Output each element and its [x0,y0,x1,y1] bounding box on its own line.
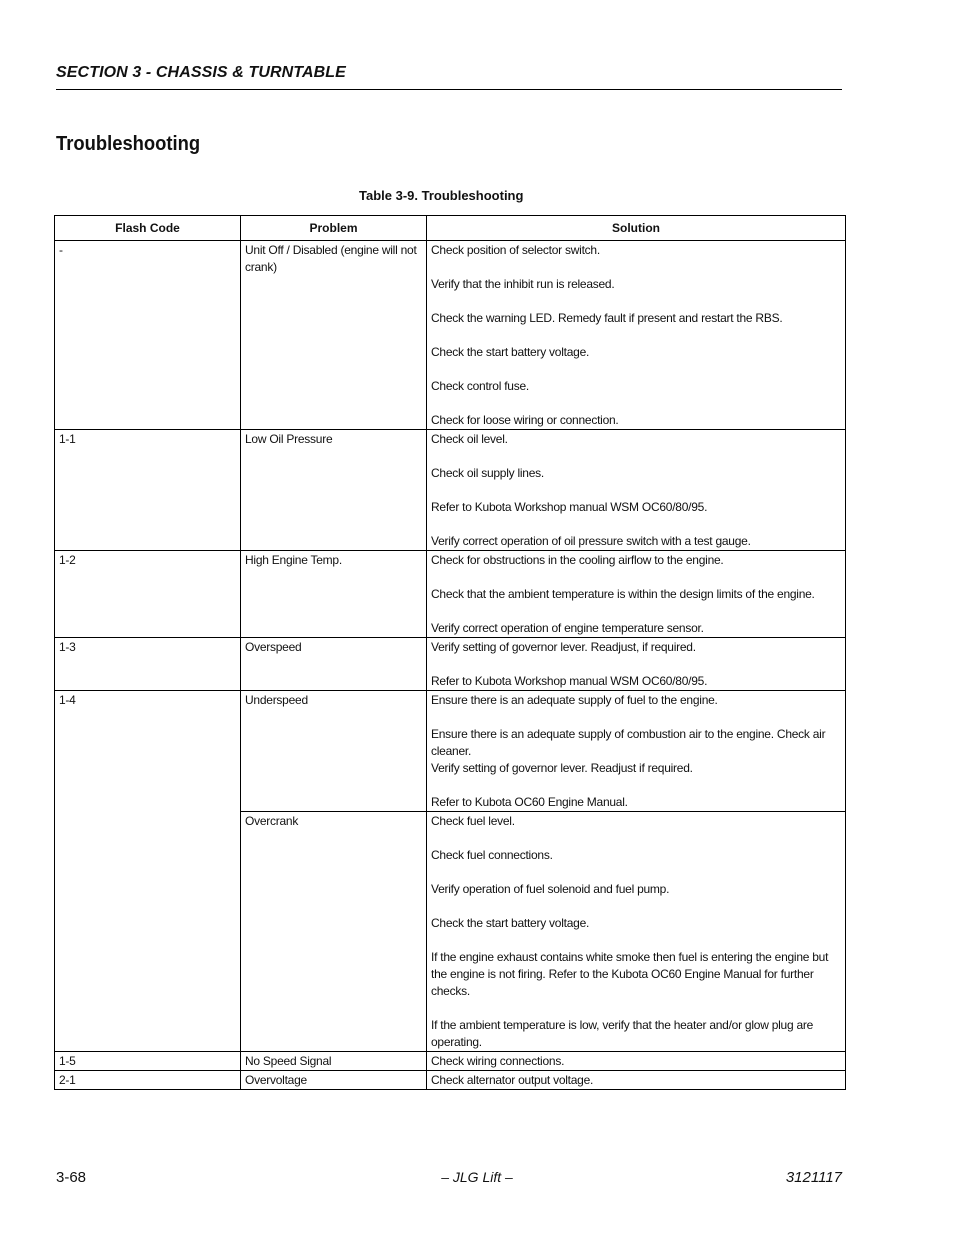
table-row [55,551,846,638]
flash-code-cell [55,691,241,1052]
problem-text: No Speed Signal [245,1054,332,1068]
problem-text: Overspeed [245,640,302,654]
solution-line: Verify correct operation of oil pressure switch with a test gauge. [431,534,751,548]
flash-code: 1-5 [59,1054,76,1068]
solution-line: Verify correct operation of engine temperature sensor. [431,621,704,635]
solution-line: Verify that the inhibit run is released. [431,277,615,291]
solution-line: Verify setting of governor lever. Readjust, if required. [431,640,696,654]
problem-cell [241,430,427,551]
solution-line: Check that the ambient temperature is within the design limits of the engine. [431,587,815,601]
solution-line: Check alternator output voltage. [431,1073,594,1087]
solution-cell [427,691,846,812]
table-row [55,691,846,812]
solution-cell [427,430,846,551]
solution-cell [427,1052,846,1071]
flash-code: 1-2 [59,553,76,567]
page-number: 3-68 [56,1169,87,1186]
flash-code-cell [55,551,241,638]
table-header-row [55,216,846,241]
solution-line: Check for loose wiring or connection. [431,413,619,427]
solution-cell [427,1071,846,1090]
footer-brand: – JLG Lift – [441,1169,513,1185]
solution-line: Check position of selector switch. [431,243,600,257]
section-header: SECTION 3 - CHASSIS & TURNTABLE [56,64,346,81]
problem-cell [241,1052,427,1071]
table-caption: Table 3-9. Troubleshooting [359,188,524,203]
problem-text: Overcrank [245,814,299,828]
problem-text: Low Oil Pressure [245,432,333,446]
solution-cell [427,551,846,638]
solution-line: Ensure there is an adequate supply of fuel to the engine. [431,693,718,707]
problem-text: Overvoltage [245,1073,307,1087]
problem-cell [241,812,427,1052]
problem-cell [241,638,427,691]
header-rule [56,89,842,90]
flash-code: 1-4 [59,693,76,707]
solution-line: Check the start battery voltage. [431,345,590,359]
column-header-solution: Solution [427,216,846,241]
problem-text: Underspeed [245,693,308,707]
page-title: Troubleshooting [56,133,201,155]
flash-code-cell [55,1052,241,1071]
solution-line: Check for obstructions in the cooling airflow to the engine. [431,553,724,567]
flash-code: 1-3 [59,640,76,654]
solution-line: Check fuel level. [431,814,515,828]
flash-code: 1-1 [59,432,76,446]
flash-code: - [59,243,63,257]
solution-line: Refer to Kubota Workshop manual WSM OC60/80/95. [431,674,708,688]
solution-line: If the ambient temperature is low, verify that the heater and/or glow plug are operating. [431,1018,814,1049]
table-row [55,430,846,551]
solution-line: Check the start battery voltage. [431,916,590,930]
problem-cell [241,551,427,638]
solution-line: Ensure there is an adequate supply of combustion air to the engine. Check air cleaner. [431,727,826,758]
solution-line: Check control fuse. [431,379,529,393]
flash-code-cell [55,241,241,430]
solution-line: Check fuel connections. [431,848,553,862]
column-header-problem: Problem [241,216,427,241]
problem-text: Unit Off / Disabled (engine will not crank) [245,243,417,274]
problem-text: High Engine Temp. [245,553,342,567]
table-row [55,1071,846,1090]
solution-line: Check oil level. [431,432,508,446]
solution-line: Verify operation of fuel solenoid and fuel pump. [431,882,670,896]
flash-code: 2-1 [59,1073,76,1087]
flash-code-cell [55,638,241,691]
solution-line: Check oil supply lines. [431,466,544,480]
solution-line: Check wiring connections. [431,1054,565,1068]
solution-line: Check the warning LED. Remedy fault if present and restart the RBS. [431,311,783,325]
solution-line: If the engine exhaust contains white smoke then fuel is entering the engine but the engine is not firing. Refer to the Kubota OC60 Engine Manual for further checks. [431,950,829,998]
solution-cell [427,241,846,430]
problem-cell [241,691,427,812]
problem-cell [241,1071,427,1090]
flash-code-cell [55,1071,241,1090]
solution-cell [427,638,846,691]
problem-cell [241,241,427,430]
column-header-flash-code: Flash Code [55,216,241,241]
flash-code-cell [55,430,241,551]
table-row [55,1052,846,1071]
troubleshooting-table [54,215,846,1090]
solution-line: Verify setting of governor lever. Readjust if required. [431,761,693,775]
table-row [55,638,846,691]
solution-line: Refer to Kubota Workshop manual WSM OC60/80/95. [431,500,708,514]
document-number: 3121117 [785,1169,842,1186]
solution-line: Refer to Kubota OC60 Engine Manual. [431,795,628,809]
table-row [55,241,846,430]
solution-cell [427,812,846,1052]
